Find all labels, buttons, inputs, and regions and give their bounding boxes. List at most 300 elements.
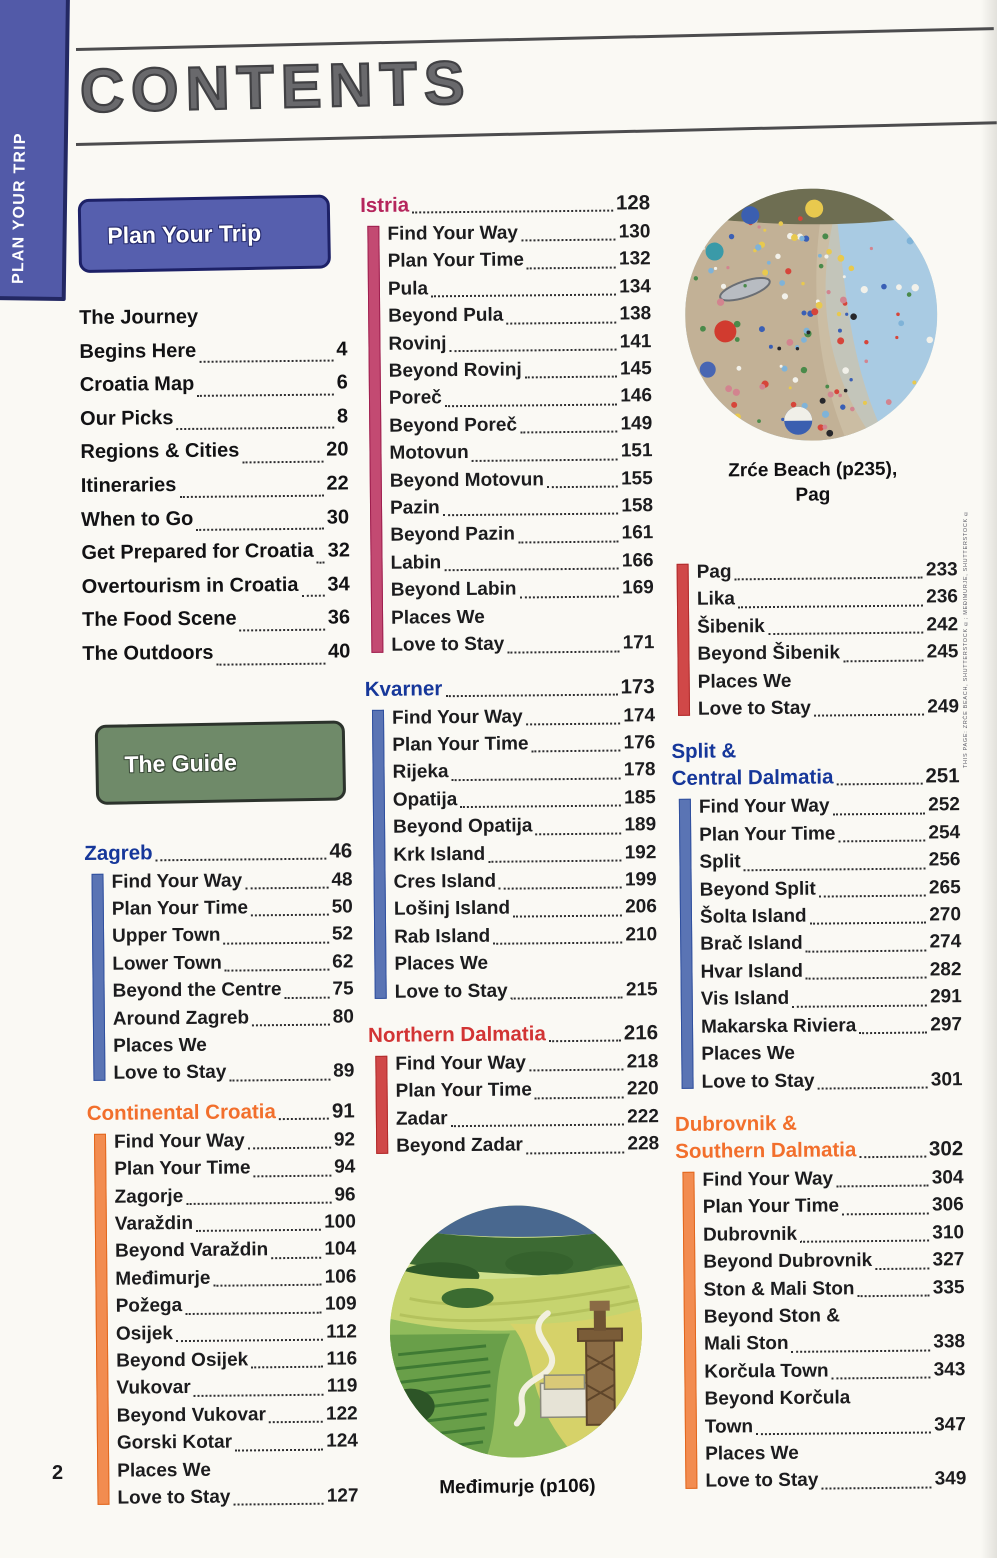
toc-entry-page: 32 (327, 539, 351, 562)
dot-leader (254, 1174, 332, 1177)
toc-entry-label: Find Your Way (702, 1168, 834, 1191)
dot-leader (412, 210, 613, 214)
toc-entry-page: 130 (618, 221, 651, 243)
beach-photo-block (666, 187, 957, 509)
section-header (675, 1135, 963, 1165)
accent-bar (375, 1056, 388, 1154)
toc-entry (79, 333, 347, 369)
toc-entry-page: 306 (931, 1194, 964, 1216)
toc-entry-label: Vis Island (700, 988, 790, 1010)
toc-entry (389, 437, 652, 467)
toc-entry-page: 297 (930, 1013, 963, 1036)
toc-entry-label: Beyond Pula (388, 304, 504, 327)
column-3 (666, 187, 967, 1495)
toc-entry (80, 400, 348, 436)
toc-entry-label: Motovun (389, 442, 469, 464)
toc-entry (396, 1076, 659, 1106)
toc-entry (705, 1438, 966, 1468)
dot-leader (875, 1267, 929, 1270)
toc-entry-label: Beyond Motovun (389, 468, 544, 492)
toc-entry (112, 893, 353, 923)
dot-leader (814, 714, 924, 717)
dot-leader (491, 971, 654, 973)
accent-bar (367, 226, 383, 653)
dot-leader (525, 376, 617, 379)
section-title: Central Dalmatia (671, 765, 834, 791)
toc-entry-label: Regions & Cities (80, 439, 240, 464)
toc-entry-page: 109 (324, 1293, 357, 1315)
toc-entry-page: 282 (929, 959, 962, 981)
toc-entry (697, 584, 958, 614)
toc-entry-page: 210 (625, 923, 658, 946)
toc-entry (703, 1246, 964, 1276)
section-header (87, 1097, 355, 1127)
toc-entry-label: Love to Stay (701, 1070, 815, 1093)
toc-entry-label: Međimurje (115, 1267, 211, 1290)
toc-entry (113, 1058, 354, 1088)
section-kvarner (365, 673, 658, 1006)
toc-entry-label: When to Go (80, 507, 194, 531)
section-istria (360, 189, 654, 659)
toc-entry-label: Places We (390, 606, 485, 629)
toc-entry (114, 1181, 355, 1211)
toc-entry-label: Rijeka (392, 761, 449, 784)
section-dubrovnik-southern-dalmatia (675, 1109, 967, 1496)
section-header (360, 189, 650, 219)
toc-entry-page: 96 (334, 1183, 356, 1206)
section-page: 173 (620, 674, 655, 699)
title-rule-top (76, 27, 994, 50)
toc-entry-label: Beyond Varaždin (115, 1239, 269, 1263)
toc-entry-label: Cres Island (393, 870, 497, 893)
toc-entry-page: 301 (930, 1068, 963, 1090)
toc-entry-page: 155 (620, 467, 653, 490)
dot-leader (194, 1394, 324, 1397)
section-title: Istria (360, 193, 410, 217)
toc-entry (81, 467, 349, 503)
toc-entry-page: 48 (331, 868, 353, 891)
page-title: CONTENTS (79, 48, 473, 125)
toc-entry-label: The Food Scene (81, 607, 237, 632)
toc-entry-page: 176 (623, 732, 656, 754)
toc-entry (117, 1455, 358, 1485)
toc-entry-label: Love to Stay (705, 1469, 819, 1493)
toc-entry-page: 75 (332, 978, 354, 1000)
toc-entry (115, 1208, 356, 1238)
dot-leader (493, 942, 622, 945)
dot-leader (251, 1366, 323, 1369)
toc-entry-page: 178 (623, 759, 656, 781)
dot-leader (176, 1339, 323, 1342)
toc-entry (699, 819, 960, 849)
toc-entry (391, 629, 654, 659)
toc-entry (80, 434, 348, 470)
toc-entry (79, 299, 347, 335)
dot-leader (806, 977, 927, 980)
toc-entry (394, 894, 657, 924)
dot-leader (451, 1124, 625, 1128)
toc-entry-label: Beyond Split (699, 878, 816, 901)
toc-entry-page: 138 (619, 303, 652, 325)
toc-entry (394, 948, 657, 978)
toc-entry-label: Beyond Poreč (389, 414, 518, 437)
toc-entry-label: Find Your Way (113, 1130, 245, 1153)
dot-leader (506, 321, 616, 324)
toc-entry-page: 8 (336, 405, 349, 428)
dot-leader (836, 1185, 929, 1188)
toc-entry-label: Find Your Way (698, 795, 830, 819)
toc-entry-page: 233 (925, 559, 958, 581)
toc-entry-label: Krk Island (393, 843, 486, 866)
toc-entry-page: 50 (331, 896, 353, 918)
toc-entry-label: Opatija (392, 788, 458, 811)
section-title: Kvarner (364, 676, 443, 701)
toc-entry-page: 335 (932, 1276, 965, 1299)
dot-leader (520, 595, 620, 598)
beach-caption-line1: Zrće Beach (p235), (728, 458, 898, 482)
toc-entry-label: Love to Stay (391, 633, 505, 656)
toc-entry (395, 976, 658, 1006)
toc-entry (81, 535, 349, 571)
toc-entry-label: Town (704, 1415, 754, 1438)
toc-entry-label: Begins Here (79, 339, 197, 363)
toc-entry-page: 151 (620, 440, 653, 462)
toc-entry-page: 199 (624, 869, 657, 891)
toc-entry-page: 242 (926, 614, 959, 636)
dot-leader (532, 750, 621, 753)
section-title: Northern Dalmatia (367, 1022, 546, 1047)
toc-entry-page: 30 (326, 505, 350, 529)
dot-leader (547, 486, 618, 489)
toc-entry-page: 189 (624, 814, 657, 836)
dot-leader (242, 461, 323, 464)
toc-entry-page: 124 (326, 1430, 359, 1452)
dot-leader (186, 1202, 331, 1205)
toc-entry-page: 40 (328, 640, 351, 663)
toc-entry-label: Lika (696, 588, 736, 611)
beach-illustration (684, 187, 938, 441)
toc-entry-label: Mali Ston (703, 1333, 789, 1356)
toc-entry-label: Pag (696, 561, 732, 583)
toc-entry-label: Zagorje (114, 1185, 184, 1208)
toc-entry-page: 20 (326, 438, 349, 462)
toc-entry-label: Find Your Way (387, 222, 519, 245)
toc-entry-page: 185 (624, 786, 656, 809)
toc-entry (388, 246, 651, 276)
toc-entry (703, 1274, 964, 1304)
toc-entry-page: 174 (623, 704, 656, 726)
toc-entry (393, 839, 656, 869)
toc-entry-label: Varaždin (114, 1212, 194, 1235)
section-title-line1: Split & (671, 739, 737, 764)
toc-entry-label: Find Your Way (111, 869, 243, 893)
dot-leader (806, 949, 927, 952)
toc-entry-label: Places We (697, 670, 792, 693)
section-page: 128 (615, 191, 651, 215)
toc-entry-label: Plan Your Time (699, 823, 836, 846)
dot-leader (819, 895, 926, 898)
toc-entry-label: Lower Town (112, 952, 222, 975)
dot-leader (836, 783, 922, 786)
toc-entry-label: Places We (701, 1042, 796, 1065)
dot-leader (179, 494, 323, 497)
toc-entry-label: Šibenik (697, 615, 765, 638)
toc-entry-label: Beyond Opatija (392, 815, 533, 838)
dot-leader (549, 1040, 621, 1043)
dot-leader (768, 632, 924, 635)
toc-entry (396, 1130, 659, 1160)
toc-entry-page: 22 (326, 472, 349, 495)
plan-your-trip-box (78, 194, 331, 273)
toc-entry-page: 112 (326, 1321, 357, 1343)
toc-entry-label: Plan Your Time (392, 733, 529, 756)
dot-leader (444, 568, 619, 572)
toc-entry (112, 921, 353, 951)
dot-leader (229, 1078, 330, 1081)
plan-your-trip-side-tab (0, 0, 70, 301)
dot-leader (838, 840, 925, 843)
toc-entry-page: 327 (932, 1249, 965, 1271)
toc-entry-label: Rovinj (388, 332, 447, 355)
toc-entry (391, 574, 654, 604)
toc-entry-label: Beyond Ston & (703, 1305, 841, 1328)
toc-entry (394, 921, 657, 951)
dot-leader (858, 1294, 930, 1297)
toc-entry (701, 1011, 962, 1041)
section-page: 216 (623, 1021, 659, 1045)
toc-entry (117, 1482, 358, 1512)
toc-entry-label: Beyond Dubrovnik (703, 1250, 873, 1273)
toc-entry (115, 1236, 356, 1266)
toc-entry (388, 300, 651, 330)
toc-entry-page: 94 (334, 1156, 356, 1178)
toc-entry-label: Overtourism in Croatia (81, 573, 299, 598)
toc-entry (113, 1003, 354, 1033)
toc-entry-page: 89 (333, 1060, 355, 1082)
accent-bar (682, 1172, 697, 1489)
toc-entry-page: 304 (931, 1167, 964, 1189)
vineyard-photo-block (370, 1204, 663, 1501)
toc-entry (116, 1318, 357, 1348)
toc-entry-page: 349 (934, 1468, 967, 1490)
toc-entry-label: Love to Stay (117, 1486, 231, 1509)
vineyard-illustration (389, 1204, 643, 1458)
dot-leader (488, 624, 651, 626)
toc-entry-label: Plan Your Time (111, 897, 249, 920)
toc-entry (393, 811, 656, 841)
toc-entry-label: Beyond Pazin (390, 523, 515, 547)
toc-entry-label: Love to Stay (113, 1061, 227, 1085)
toc-entry (704, 1356, 965, 1386)
toc-entry-label: Find Your Way (391, 705, 523, 729)
toc-entry (393, 866, 656, 896)
toc-entry (700, 956, 961, 986)
dot-leader (833, 812, 926, 815)
toc-entry-label: Find Your Way (395, 1052, 527, 1075)
section-header (368, 1019, 658, 1049)
toc-entry-page: 119 (326, 1375, 358, 1398)
toc-entry-page: 166 (621, 550, 654, 572)
toc-entry (697, 611, 958, 641)
dot-leader (488, 859, 621, 862)
toc-entry (389, 410, 652, 440)
toc-entry-label: Croatia Map (79, 373, 195, 397)
toc-entry (390, 465, 653, 495)
toc-entry (703, 1219, 964, 1249)
toc-entry-label: Hvar Island (700, 960, 804, 983)
section-header (365, 673, 655, 703)
section-title: Southern Dalmatia (675, 1138, 857, 1163)
toc-entry-page: 291 (929, 986, 962, 1008)
toc-entry-page: 343 (933, 1358, 966, 1381)
toc-entry-page: 206 (625, 896, 657, 918)
dot-leader (832, 1377, 931, 1380)
toc-entry (396, 1103, 659, 1133)
dot-leader (744, 867, 926, 871)
toc-entry (699, 792, 960, 822)
dot-leader (756, 1431, 931, 1435)
dot-leader (452, 777, 621, 781)
toc-entry-page: 104 (324, 1238, 357, 1261)
toc-entry (115, 1263, 356, 1293)
dot-leader (843, 1324, 962, 1325)
section-title: Zagreb (84, 840, 153, 865)
toc-entry (111, 866, 352, 896)
toc-entry (390, 520, 653, 550)
toc-entry-page: 145 (619, 358, 652, 380)
accent-bar (94, 1134, 110, 1506)
toc-entry-page: 249 (927, 696, 960, 718)
toc-entry (114, 1126, 355, 1156)
dot-leader (235, 1448, 323, 1451)
dot-leader (526, 1151, 625, 1154)
toc-entry-page: 222 (627, 1105, 659, 1128)
toc-entry-label: Rab Island (394, 925, 491, 948)
toc-entry-label: Beyond Vukovar (116, 1404, 267, 1427)
dot-leader (279, 1117, 329, 1119)
toc-entry-label: Beyond Šibenik (697, 642, 841, 665)
toc-entry-page: 228 (627, 1133, 660, 1155)
toc-entry-page: 220 (626, 1078, 659, 1100)
beach-caption-line2: Pag (795, 484, 831, 506)
dot-leader (251, 914, 329, 917)
toc-entry-page: 158 (621, 495, 654, 517)
toc-entry-label: Beyond Zadar (396, 1134, 523, 1157)
toc-entry-page: 149 (620, 413, 653, 435)
toc-entry-page: 127 (326, 1485, 359, 1507)
toc-entry (701, 983, 962, 1013)
dot-leader (521, 239, 616, 242)
toc-entry (113, 1030, 354, 1060)
column-2 (360, 189, 663, 1500)
zrce-beach-photo (684, 187, 938, 441)
toc-entry-page: 215 (625, 978, 658, 1001)
toc-entry (116, 1373, 357, 1403)
toc-entry-label: Places We (113, 1034, 207, 1057)
toc-entry (700, 929, 961, 959)
toc-entry (114, 1154, 355, 1184)
toc-entry (388, 328, 651, 358)
toc-entry (389, 355, 652, 385)
dot-leader (199, 360, 333, 363)
dot-leader (527, 266, 616, 269)
accent-bar (91, 873, 105, 1080)
toc-entry (698, 693, 959, 723)
dot-leader (445, 693, 617, 697)
toc-entry-label: Brač Island (700, 933, 803, 956)
section-split-central-dalmatia (671, 737, 962, 1096)
toc-entry-page: 192 (624, 841, 657, 864)
toc-entry-label: The Journey (79, 305, 199, 329)
toc-entry-page: 134 (619, 276, 652, 298)
toc-entry-page: 270 (929, 904, 962, 926)
toc-entry (392, 702, 655, 732)
dot-leader (450, 349, 617, 353)
toc-entry-page: 236 (926, 586, 959, 608)
dot-leader (217, 662, 326, 665)
dot-leader (210, 1053, 351, 1054)
beach-caption (669, 456, 957, 509)
toc-entry-label: Itineraries (80, 474, 177, 497)
toc-entry-label: Gorski Kotar (116, 1431, 233, 1454)
toc-entry-page: 4 (336, 338, 348, 361)
toc-entry (116, 1291, 357, 1321)
toc-entry-page: 52 (331, 923, 354, 945)
photo-credits: THIS PAGE: ZRĆE BEACH, SHUTTERSTOCK ©; MEĐIMURJE, SHUTTERSTOCK © (963, 509, 969, 768)
toc-entry (705, 1466, 966, 1496)
dot-leader (185, 1311, 322, 1314)
dot-leader (821, 1486, 931, 1489)
toc-entry-label: Plan Your Time (114, 1157, 251, 1180)
dot-leader (810, 922, 927, 925)
dot-leader (859, 1155, 926, 1158)
toc-entry (392, 757, 655, 787)
toc-entry-label: Beyond Labin (390, 578, 517, 602)
toc-entry (82, 568, 350, 604)
toc-entry (705, 1411, 966, 1441)
toc-entry-label: Plan Your Time (387, 249, 524, 273)
toc-entry-page: 245 (926, 641, 959, 663)
toc-entry-label: Ston & Mali Ston (703, 1277, 855, 1301)
dot-leader (511, 996, 623, 999)
dot-leader (529, 1069, 624, 1072)
section-title: Continental Croatia (86, 1099, 276, 1125)
toc-entry (391, 602, 654, 632)
toc-entry-page: 62 (332, 951, 354, 973)
dot-leader (843, 659, 924, 662)
section-continental-croatia (87, 1097, 359, 1512)
toc-entry (392, 729, 655, 759)
toc-entry (82, 602, 350, 638)
accent-bar (679, 799, 694, 1089)
plan-your-trip-box-label: Plan Your Trip (107, 219, 262, 249)
toc-entry-label: Korčula Town (704, 1360, 829, 1383)
toc-entry (699, 846, 960, 876)
dot-leader (513, 914, 622, 917)
dot-leader (526, 722, 621, 725)
toc-entry (697, 556, 958, 586)
medimurje-photo (389, 1204, 643, 1458)
dot-leader (196, 528, 324, 531)
dot-leader (196, 1229, 321, 1232)
toc-entry-label: Beyond Osijek (116, 1349, 249, 1372)
dot-leader (507, 650, 619, 653)
toc-entry (704, 1383, 965, 1413)
section-northern-dalmatia-continued (670, 556, 960, 723)
dot-leader (802, 1461, 963, 1463)
dot-leader (445, 403, 617, 407)
toc-entry-page: 6 (336, 371, 348, 394)
